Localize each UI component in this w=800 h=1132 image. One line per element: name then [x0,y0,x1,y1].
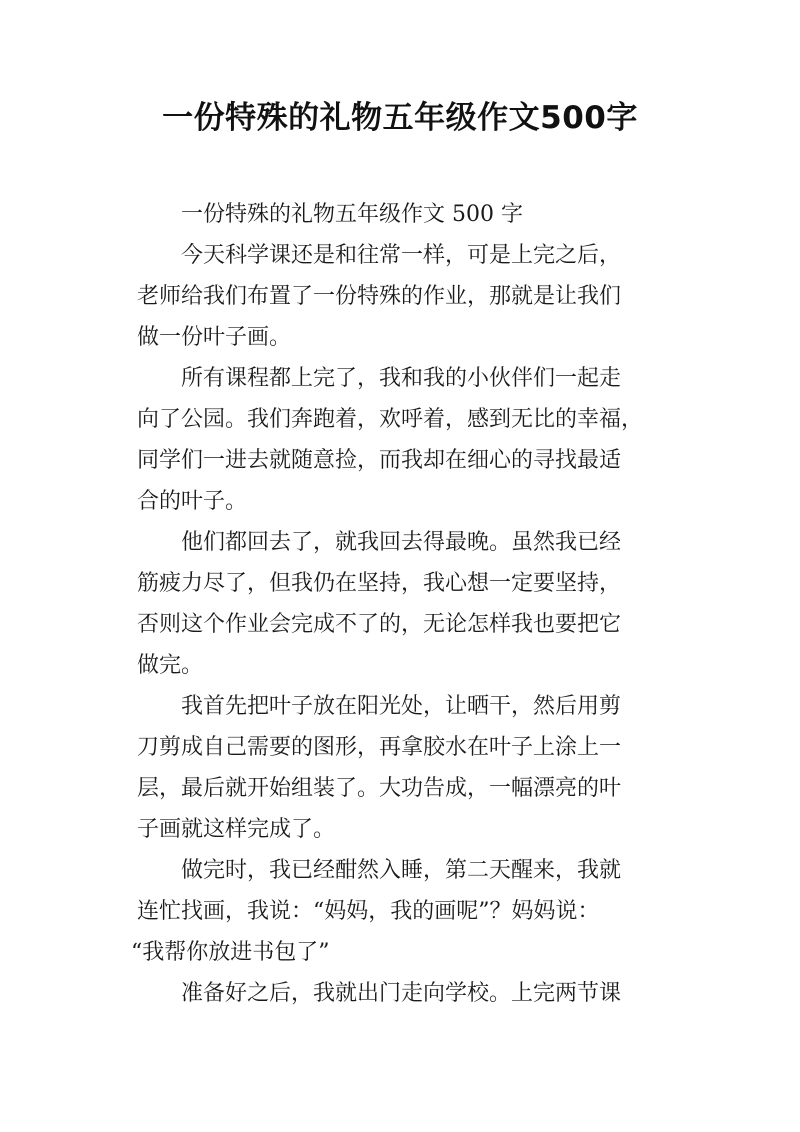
body-text-line: 做完。 [137,653,204,678]
body-text-line: 子画就这样完成了。 [137,817,336,842]
body-text-line: 连忙找画，我说：“妈妈，我的画呢”？妈妈说： [137,899,600,924]
body-text-line: 做一份叶子画。 [137,325,292,350]
body-text-line: 准备好之后，我就出门走向学校。上完两节课 [181,981,622,1006]
body-text-line: 我首先把叶子放在阳光处，让晒干，然后用剪 [181,694,622,719]
body-text-line: 层，最后就开始组装了。大功告成，一幅漂亮的叶 [137,776,622,801]
body-text-line: 一份特殊的礼物五年级作文 500 字 [181,202,523,227]
body-text-line: 所有课程都上完了，我和我的小伙伴们一起走 [181,366,622,391]
body-text-line: 老师给我们布置了一份特殊的作业，那就是让我们 [137,284,622,309]
body-text-line: 他们都回去了，就我回去得最晚。虽然我已经 [181,530,622,555]
body-text-line: 同学们一进去就随意捡，而我却在细心的寻找最适 [137,448,622,473]
body-text-line: 今天科学课还是和往常一样，可是上完之后， [181,243,622,268]
body-text-line: 向了公园。我们奔跑着，欢呼着，感到无比的幸福， [137,407,644,432]
document-title: 一份特殊的礼物五年级作文500字 [162,100,638,136]
body-text-line: 合的叶子。 [137,489,248,514]
document-body [131,194,667,1014]
body-text-line: 做完时，我已经酣然入睡，第二天醒来，我就 [181,858,622,883]
body-text-line: 筋疲力尽了，但我仍在坚持，我心想一定要坚持， [137,571,622,596]
body-text-line: 刀剪成自己需要的图形，再拿胶水在叶子上涂上一 [137,735,622,760]
body-text-line: 否则这个作业会完成不了的，无论怎样我也要把它 [137,612,622,637]
body-text-line: “我帮你放进书包了” [131,940,330,965]
